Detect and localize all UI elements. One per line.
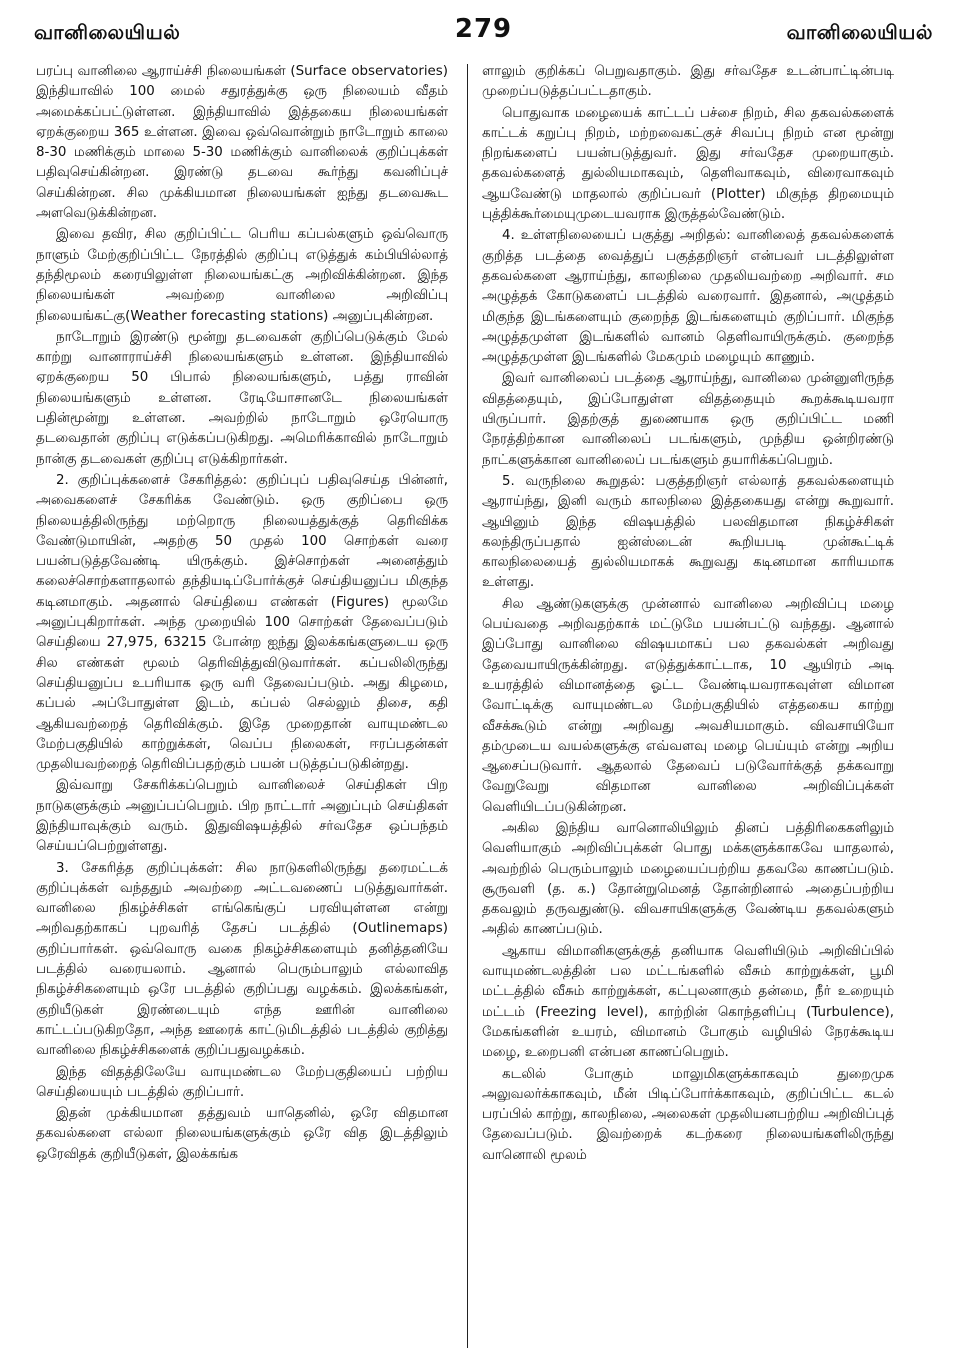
paragraph: ளாலும் குறிக்கப் பெறுவதாகும். இது சர்வதேச உடன்பாட்டின்படி முறைப்படுத்தப்பட்டதாகும்.: [482, 64, 894, 100]
paragraph: இவை தவிர, சில குறிப்பிட்ட பெரிய கப்பல்களும் ஒவ்வொரு நாளும் மேற்குறிப்பிட்ட நேரத்தில் குறிப்பு எடுத்துக் கம்பியில்லாத் தந்திமூலம் கரையிலுள்ள நிலையங்கட்கு அறிவிக்கின்றன. இந்த நிலையங்கள் அவற்றை வானிலை அறிவிப்பு நிலையங்கட்கு(Weather forecasting stations) அனுப்புகின்றன.: [36, 227, 448, 324]
page-number: 279: [454, 14, 513, 44]
paragraph: சில ஆண்டுகளுக்கு முன்னால் வானிலை அறிவிப்பு மழை பெய்வதை அறிவதற்காக் மட்டுமே பயன்பட்டு வந்தது. ஆனால் இப்போது வானிலை விஷயமாகப் பல தகவல்கள் அறிவது தேவையாயிருக்கின்றது. எடுத்துக்காட்டாக, 10 ஆயிரம் அடி உயரத்தில் விமானத்தை ஓட்ட வேண்டியவராகவுள்ள விமான வோட்டிக்கு வாயுமண்டல மேற்பகுதியில் எத்தகைய காற்று வீசக்கூடும் என்று அறிவது அவசியமாகும். விவசாயியோ தம்முடைய வயல்களுக்கு எவ்வளவு மழை பெய்யும் என்று அறிய ஆசைப்படுவார். ஆதலால் தேவைப் படுவோர்க்குத் தக்கவாறு வேறுவேறு விதமான வானிலை அறிவிப்புக்கள் வெளியிடப்படுகின்றன.: [482, 596, 894, 815]
paragraph: 4. உள்ளநிலையைப் பகுத்து அறிதல்: வானிலைத் தகவல்களைக் குறித்த படத்தை வைத்துப் பகுத்தறிஞர் என்பவர் படத்திலுள்ள தகவல்களை ஆராய்ந்து, காலநிலை முதலியவற்றை அறிவார். சம அழுத்தக் கோடுகளைப் படத்தில் வரைவார். இதனால், அழுத்தம் மிகுந்த இடங்களையும் குறைந்த இடங்களையும் குறிப்பார். மிகுந்த அழுத்தமுள்ள இடங்களில் வானம் தெளிவாயிருக்கும். குறைந்த அழுத்தமுள்ள இடங்களில் மேகமும் மழையும் காணும்.: [482, 228, 894, 366]
header-right-title: வானிலையியல்: [786, 20, 933, 44]
header-left-title: வானிலையியல்: [34, 20, 181, 44]
paragraph: ஆகாய விமானிகளுக்குத் தனியாக வெளியிடும் அறிவிப்பில் வாயுமண்டலத்தின் பல மட்டங்களில் வீசும் காற்றுக்கள், பூமி மட்டத்தில் வீசும் காற்றுக்கள், கட்புலனாகும் தன்மை, நீர் உறையும் மட்டம் (Freezing level), காற்றின் கொந்தளிப்பு (Turbulence), மேகங்களின் உயரம், விமானம் போகும் வழியில் நேரக்கூடிய மழை, உறைபனி என்பன காணப்பெறும்.: [482, 943, 894, 1061]
paragraph: 3. சேகரித்த குறிப்புக்கள்: சில நாடுகளிலிருந்து தரைமட்டக் குறிப்புக்கள் வந்ததும் அவற்றை அட்டவணைப் படுத்துவார்கள். வானிலை நிகழ்ச்சிகள் எங்கெங்குப் பரவியுள்ளன என்று அறிவதற்காகப் புறவரித் தேசப் படத்தில் (Outlinemaps) குறிப்பார்கள். ஒவ்வொரு வகை நிகழ்ச்சிகளையும் தனித்தனியே படத்தில் வரையலாம். ஆனால் பெரும்பாலும் எல்லாவித நிகழ்ச்சிகளையும் ஒரே படத்தில் குறிப்பது வழக்கம். இலக்கங்கள், குறியீடுகள் இரண்டையும் எந்த ஊரின் வானிலை காட்டப்படுகிறதோ, அந்த ஊரைக் காட்டுமிடத்தில் படத்தில் குறித்து வானிலை நிகழ்ச்சிகளைக் குறிப்பதுவழக்கம்.: [36, 860, 448, 1059]
paragraph: அகில இந்திய வானொலியிலும் தினப் பத்திரிகைகளிலும் வெளியாகும் அறிவிப்புக்கள் பொது மக்களுக்காகவே யாதலால், அவற்றில் பெரும்பாலும் மழையைப்பற்றிய தகவலே காணப்படும். சூருவளி (த. க.) தோன்றுமெனத் தோன்றினால் அதைப்பற்றிய தகவலும் தருவதுண்டு. விவசாயிகளுக்கு வேண்டிய தகவல்களும் அதில் காணப்படும்.: [482, 820, 894, 938]
paragraph: நாடோறும் இரண்டு மூன்று தடவைகள் குறிப்பெடுக்கும் மேல் காற்று வானாராய்ச்சி நிலையங்களும் உள்ளன. இந்தியாவில் ஏறக்குறைய 50 பிபால் நிலையங்களும், பத்து ராவின் நிலையங்களும் உள்ளன. ரேடியோசானடே நிலையங்கள் பதின்மூன்று உள்ளன. அவற்றில் நாடோறும் ஒரேயொரு தடவைதான் குறிப்பு எடுக்கப்படுகிறது. அமெரிக்காவில் நாடோறும் நான்கு தடவைகள் குறிப்பு எடுக்கிறார்கள்.: [36, 329, 448, 467]
paragraph: இவ்வாறு சேகரிக்கப்பெறும் வானிலைச் செய்திகள் பிற நாடுகளுக்கும் அனுப்பப்பெறும். பிற நாட்டார் அனுப்பும் செய்திகள் இந்தியாவுக்கும் வரும். இதுவிஷயத்தில் சர்வதேச ஒப்பந்தம் செய்யப்பெற்றுள்ளது.: [36, 778, 448, 855]
paragraph: பரப்பு வானிலை ஆராய்ச்சி நிலையங்கள் (Surface observatories) இந்தியாவில் 100 மைல் சதுரத்துக்கு ஒரு நிலையம் வீதம் அமைக்கப்பட்டுள்ளன. இந்தியாவில் இத்தகைய நிலையங்கள் ஏறக்குறைய 365 உள்ளன. இவை ஒவ்வொன்றும் நாடோறும் காலை 8-30 மணிக்கும் மாலை 5-30 மணிக்கும் வானிலைக் குறிப்புக்கள் பதிவுசெய்கின்றன. இரண்டு தடவை கூர்ந்து கவனிப்புச் செய்கின்றன. சில முக்கியமான நிலையங்கள் ஐந்து தடவைகூட அளவெடுக்கின்றன.: [36, 64, 448, 222]
column-divider: [467, 64, 468, 1348]
right-text-column: [482, 62, 894, 1352]
paragraph: கடலில் போகும் மாலுமிகளுக்காகவும் துறைமுக அலுவலர்க்காகவும், மீன் பிடிப்போர்க்காகவும், குறிப்பிட்ட கடல் பரப்பில் காற்று, காலநிலை, அலைகள் முதலியனபற்றிய அறிவிப்புத் தேவைப்படும். இவற்றைக் கடற்கரை நிலையங்களிலிருந்து வானொலி மூலம்: [482, 1066, 894, 1163]
paragraph: 5. வருநிலை கூறுதல்: பகுத்தறிஞர் எல்லாத் தகவல்களையும் ஆராய்ந்து, இனி வரும் காலநிலை இத்தகையது என்று கூறுவார். ஆயினும் இந்த விஷயத்தில் பலவிதமான நிகழ்ச்சிகள் கலந்திருப்பதால் ஐன்ஸ்டைன் கூறியபடி முன்கூட்டிக் காலநிலையைத் துல்லியமாகக் கூறுவது கடினமான காரியமாக உள்ளது.: [482, 473, 894, 591]
paragraph: பொதுவாக மழையைக் காட்டப் பச்சை நிறம், சில தகவல்களைக் காட்டக் கறுப்பு நிறம், மற்றவைகட்குச் சிவப்பு நிறம் என மூன்று நிறங்களைப் பயன்படுத்துவர். இது சர்வதேச முறையாகும். தகவல்களைத் துல்லியமாகவும், தெளிவாகவும், விரைவாகவும் ஆயவேண்டு மாதலால் குறிப்பவர் (Plotter) மிகுந்த திறமையும் புத்திக்கூர்மையுமுடையவராக இருத்தல்வேண்டும்.: [482, 105, 894, 223]
running-header: [34, 14, 933, 54]
paragraph: இந்த விதத்திலேயே வாயுமண்டல மேற்பகுதியைப் பற்றிய செய்தியையும் படத்தில் குறிப்பார்.: [36, 1064, 448, 1100]
paragraph: இவர் வானிலைப் படத்தை ஆராய்ந்து, வானிலை முன்னுளிருந்த விதத்தையும், இப்போதுள்ள விதத்தையும் கூறக்கூடியவரா யிருப்பார். இதற்குத் துணையாக ஒரு குறிப்பிட்ட மணி நேரத்திற்கான வானிலைப் படங்களும், முந்திய ஒன்றிரண்டு நாட்களுக்கான வானிலைப் படங்களும் தயாரிக்கப்பெறும்.: [482, 371, 894, 468]
paragraph: 2. குறிப்புக்களைச் சேகரித்தல்: குறிப்புப் பதிவுசெய்த பின்னர், அவைகளைச் சேகரிக்க வேண்டும். ஒரு குறிப்பை ஒரு நிலையத்திலிருந்து மற்றொரு நிலையத்துக்குத் தெரிவிக்க வேண்டுமாயின், அதற்கு 50 முதல் 100 சொற்கள் வரை பயன்படுத்தவேண்டி யிருக்கும். இச்சொற்கள் அனைத்தும் கலைச்சொற்களாதலால் தந்தியடிப்போர்க்குச் செய்தியனுப்ப மிகுந்த கடினமாகும். அதனால் செய்தியை எண்கள் (Figures) மூலமே அனுப்புகிறார்கள். அந்த முறையில் 100 சொற்கள் தேவைப்படும் செய்தியை 27,975, 63215 போன்ற ஐந்து இலக்கங்களுடைய ஒரு சில எண்கள் மூலம் தெரிவித்துவிடுவார்கள். கப்பலிலிருந்து செய்தியனுப்ப உபரியாக ஒரு வரி தேவைப்படும். அது கிழமை, கப்பல் அப்போதுள்ள இடம், கப்பல் செல்லும் திசை, கதி ஆகியவற்றைத் தெரிவிக்கும். இதே முறைதான் வாயுமண்டல மேற்பகுதியில் காற்றுக்கள், வெப்ப நிலைகள், ஈரப்பதன்கள் முதலியவற்றைத் தெரிவிப்பதற்கும் பயன் படுத்தப்படுகின்றது.: [36, 472, 448, 773]
left-text-column: [36, 62, 448, 1352]
paragraph: இதன் முக்கியமான தத்துவம் யாதெனில், ஒரே விதமான தகவல்களை எல்லா நிலையங்களுக்கும் ஒரே வித இடத்திலும் ஒரேவிதக் குறியீடுகள், இலக்கங்க: [36, 1106, 448, 1162]
